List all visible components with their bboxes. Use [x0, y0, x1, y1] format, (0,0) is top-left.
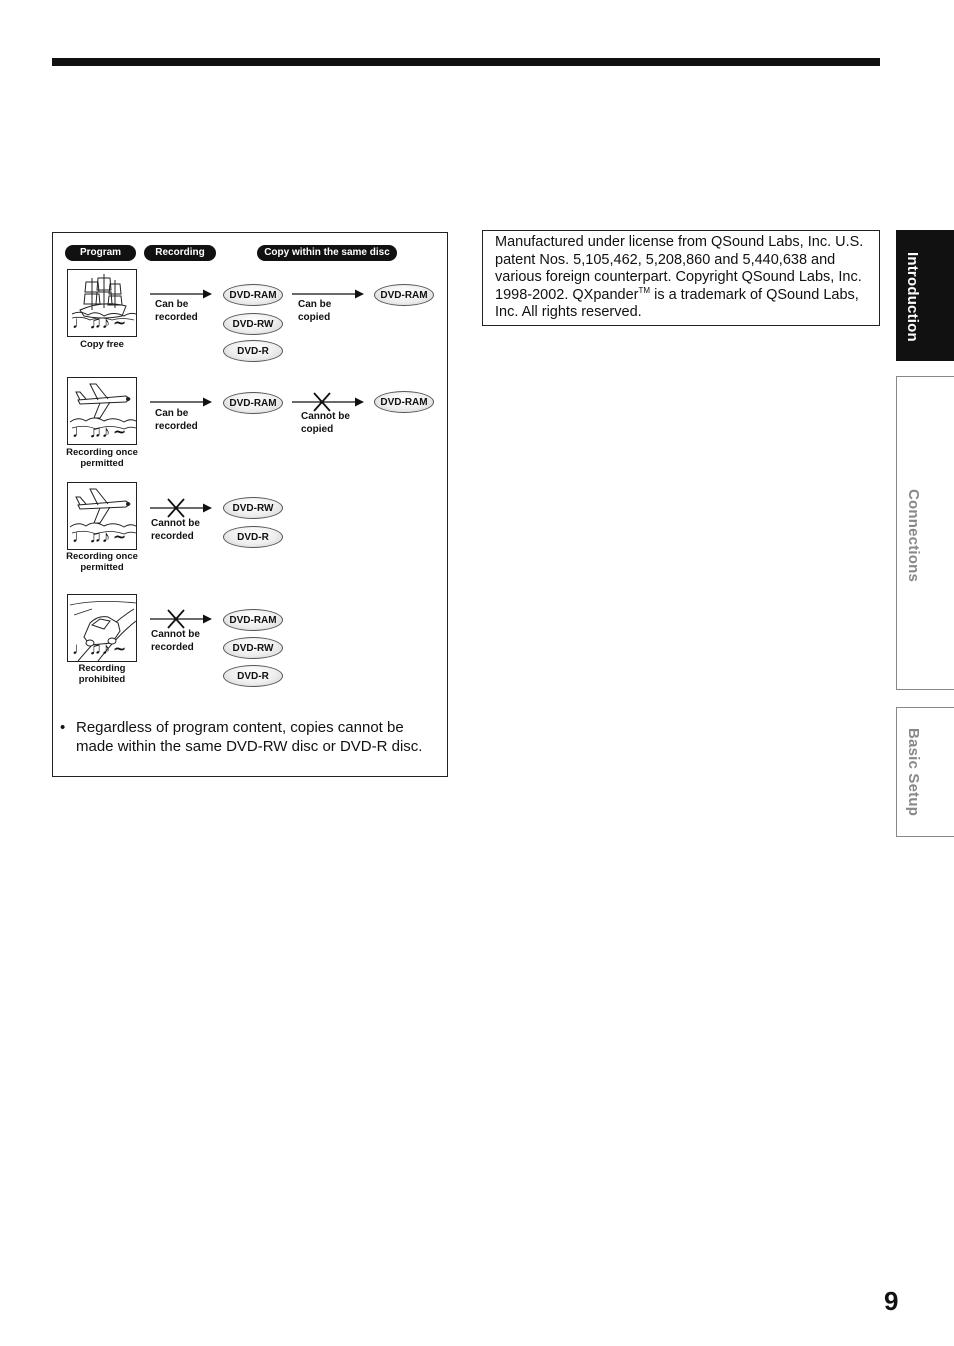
license-text: Manufactured under license from QSound Labs, Inc. U.S. patent Nos. 5,105,462, 5,208,860 and 5,440,638 and various foreign counterpart. Copyright QSound Labs, Inc. 1998-2002. QXpander: [495, 234, 864, 303]
top-rule: [52, 58, 880, 66]
tab-basic-setup[interactable]: [896, 707, 954, 837]
caption-recording-once: Recording once permitted: [66, 551, 138, 573]
disc-dvd-ram: DVD-RAM: [223, 284, 283, 306]
tab-connections-label: Connections: [905, 489, 922, 583]
disc-dvd-rw: DVD-RW: [223, 313, 283, 335]
tab-introduction[interactable]: [896, 230, 954, 361]
trademark-mark: TM: [638, 285, 651, 295]
music-symbols: ♩♫♪: [72, 527, 111, 546]
label-cannot-be-copied: Cannot be copied: [301, 411, 350, 435]
caption-copy-free: Copy free: [80, 339, 124, 350]
header-copy-within-disc: Copy within the same disc: [257, 245, 397, 261]
wave-symbol: ∼: [113, 315, 127, 332]
bullet: •: [60, 719, 66, 736]
diagram-note: [60, 718, 444, 756]
header-program: Program: [65, 245, 136, 261]
label-can-be-recorded: Can be recorded: [155, 408, 198, 432]
disc-dvd-rw: DVD-RW: [223, 497, 283, 519]
page-number: 9: [884, 1286, 899, 1316]
label-can-be-recorded: Can be recorded: [155, 299, 198, 323]
license-notice: [482, 230, 880, 326]
disc-dvd-ram-copy: DVD-RAM: [374, 284, 434, 306]
disc-dvd-r: DVD-R: [223, 340, 283, 362]
disc-dvd-r: DVD-R: [223, 665, 283, 687]
music-symbols: ♩♫♪: [72, 422, 111, 441]
disc-dvd-r: DVD-R: [223, 526, 283, 548]
wave-symbol: ∼: [113, 641, 127, 658]
caption-recording-once: Recording once permitted: [66, 447, 138, 469]
disc-dvd-ram: DVD-RAM: [223, 609, 283, 631]
label-can-be-copied: Can be copied: [298, 299, 332, 323]
license-text-end: is a trademark of QSound Labs, Inc. All rights reserved.: [495, 286, 859, 320]
disc-dvd-ram: DVD-RAM: [223, 392, 283, 414]
disc-dvd-rw: DVD-RW: [223, 637, 283, 659]
tab-introduction-label: Introduction: [904, 252, 921, 342]
label-cannot-be-recorded: Cannot be recorded: [151, 518, 200, 542]
label-cannot-be-recorded: Cannot be recorded: [151, 629, 200, 653]
tab-connections[interactable]: [896, 376, 954, 690]
note-text: Regardless of program content, copies cannot be made within the same DVD-RW disc or DVD-R disc.: [76, 719, 423, 755]
header-recording: Recording: [144, 245, 216, 261]
wave-symbol: ∼: [113, 529, 127, 546]
tab-basic-setup-label: Basic Setup: [905, 728, 922, 817]
caption-recording-prohibited: Recording prohibited: [78, 663, 126, 685]
wave-symbol: ∼: [113, 424, 127, 441]
disc-dvd-ram-copy: DVD-RAM: [374, 391, 434, 413]
music-symbols: ♩♫♪: [72, 639, 111, 658]
music-symbols: ♩♫♪: [72, 313, 111, 332]
